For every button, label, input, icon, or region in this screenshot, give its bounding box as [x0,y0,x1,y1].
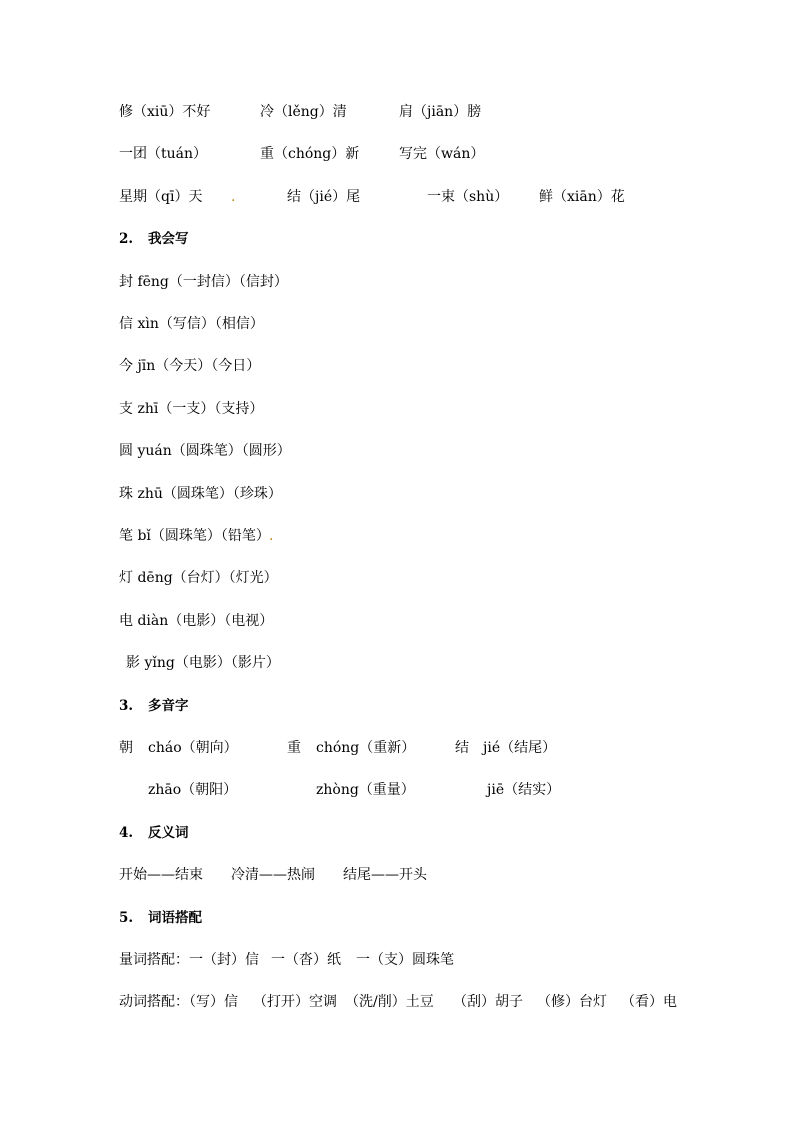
write-item: 影 yǐng（电影）（影片） [126,655,280,671]
section-number: 3. [119,698,134,714]
write-item: 珠 zhū（圆珠笔）（珍珠） [119,486,282,502]
stray-mark: . [269,528,274,544]
section-number: 2. [119,231,134,247]
write-item: 圆 yuán（圆珠笔）（圆形） [119,443,291,459]
collocation: （看）电 [621,994,677,1010]
polyphone-reading: chóng（重新） [316,740,416,756]
write-item: 支 zhī（一支）（支持） [119,401,264,417]
polyphone-reading: zhāo（朝阳） [148,782,238,798]
pinyin-word: 鲜（xiān）花 [539,189,625,205]
polyphone-char: 结 [455,740,469,756]
collocation: 一（支）圆珠笔 [356,952,454,968]
pinyin-word: 重（chóng）新 [260,146,360,162]
antonym-pair: 结尾——开头 [343,867,427,883]
antonym-pair: 开始——结束 [119,867,203,883]
write-item: 今 jīn（今天）（今日） [119,358,261,374]
collocation: （修）台灯 [537,994,607,1010]
collocation: （洗/削）土豆 [345,994,434,1010]
pinyin-word: 星期（qī）天 [119,189,203,205]
section-title: 多音字 [148,698,189,714]
write-item: 电 diàn（电影）（电视） [119,613,274,629]
section-title: 我会写 [148,231,189,247]
collocation: （打开）空调 [253,994,337,1010]
pinyin-word: 肩（jiān）膀 [399,104,482,120]
section-title: 词语搭配 [148,910,202,926]
polyphone-reading: jiē（结实） [487,782,561,798]
pinyin-word: 冷（lěng）清 [260,104,347,120]
polyphone-reading: jié（结尾） [483,740,557,756]
write-item: 笔 bǐ（圆珠笔）（铅笔） [119,528,270,544]
collocation: 量词搭配：一（封）信 [119,952,259,968]
write-item: 灯 dēng（台灯）（灯光） [119,570,278,586]
pinyin-word: 结（jié）尾 [287,189,361,205]
collocation: 动词搭配：（写）信 [119,994,238,1010]
polyphone-reading: zhòng（重量） [316,782,415,798]
section-number: 4. [119,825,134,841]
write-item: 信 xìn（写信）（相信） [119,316,264,332]
polyphone-reading: cháo（朝向） [148,740,238,756]
stray-mark: . [231,189,236,205]
collocation: 一（沓）纸 [271,952,341,968]
antonym-pair: 冷清——热闹 [231,867,315,883]
section-number: 5. [119,910,134,926]
pinyin-word: 修（xiū）不好 [119,104,211,120]
write-item: 封 fēng（一封信）（信封） [119,274,288,290]
pinyin-word: 一团（tuán） [119,146,208,162]
pinyin-word: 写完（wán） [399,146,485,162]
collocation: （刮）胡子 [453,994,523,1010]
section-title: 反义词 [148,825,189,841]
polyphone-char: 重 [287,740,301,756]
pinyin-word: 一束（shù） [427,189,509,205]
polyphone-char: 朝 [119,740,133,756]
